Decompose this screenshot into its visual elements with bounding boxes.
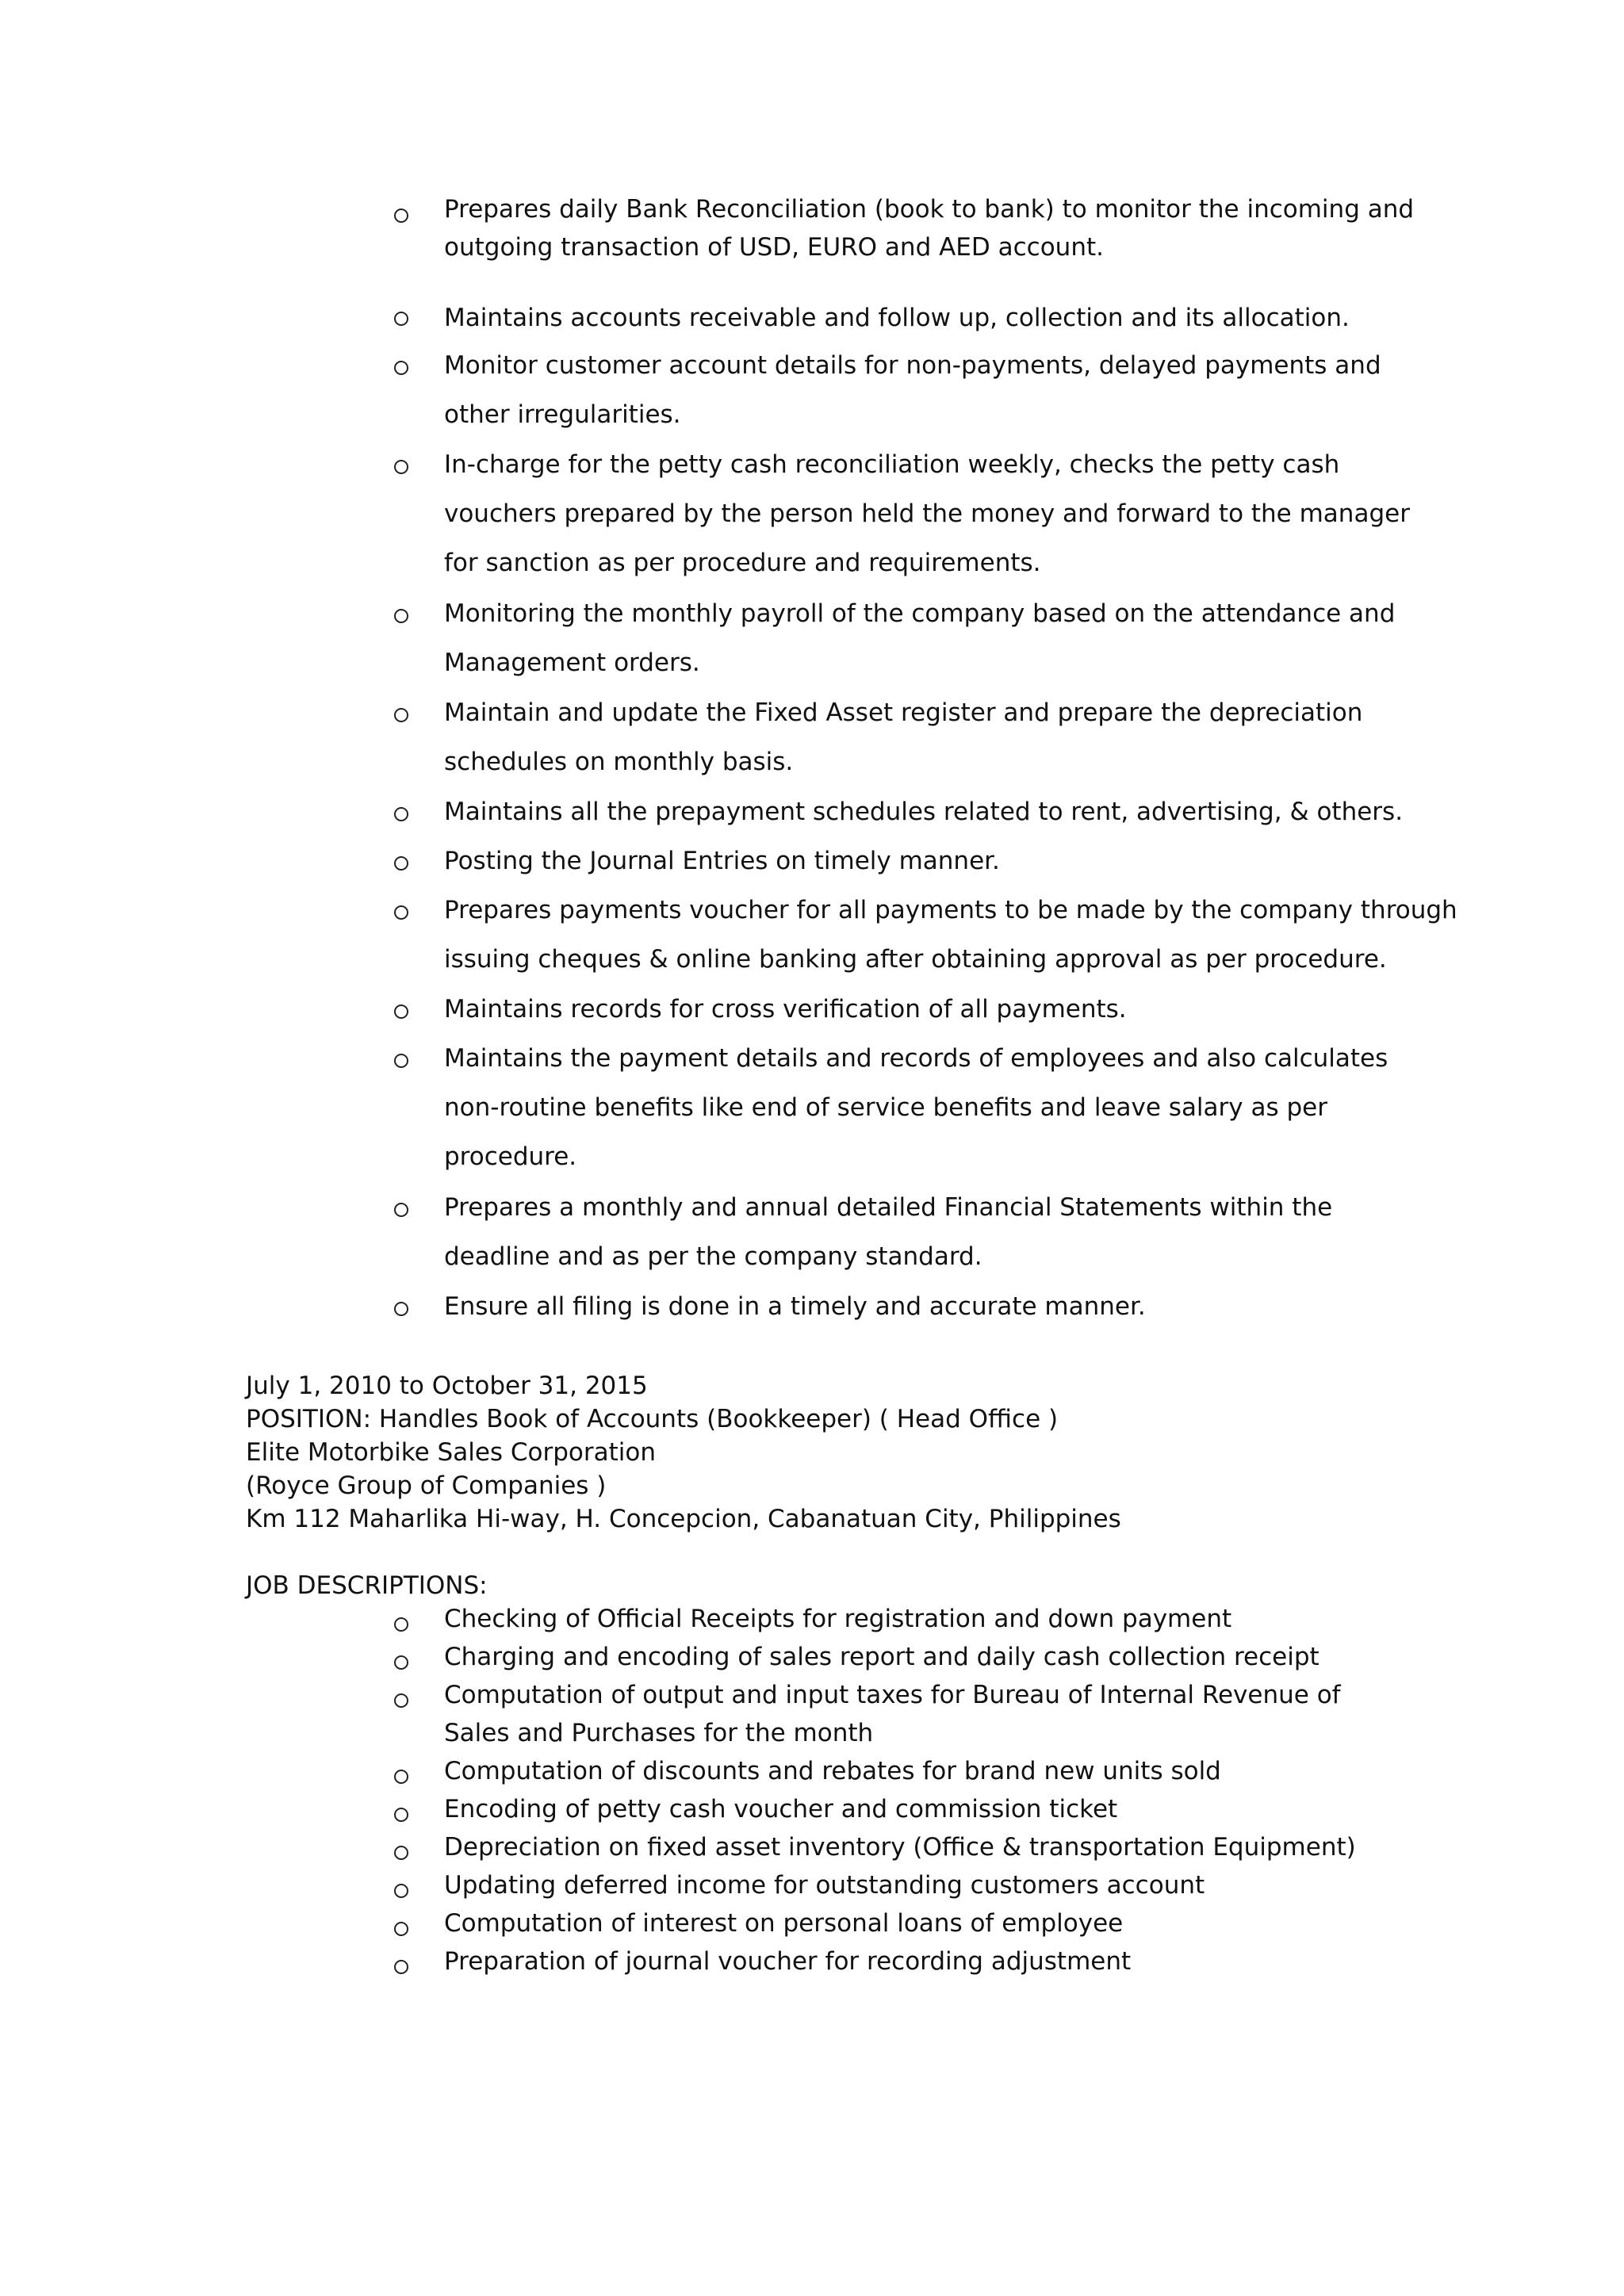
- company-name: Elite Motorbike Sales Corporation: [246, 1438, 657, 1467]
- list-item: [444, 1282, 1396, 1331]
- list-item-line: Computation of interest on personal loans of employee: [444, 1909, 1124, 1938]
- job-descriptions-heading: JOB DESCRIPTIONS:: [246, 1571, 488, 1600]
- bullet-icon: [394, 708, 413, 727]
- list-item-line: Monitoring the monthly payroll of the company based on the attendance and: [444, 599, 1396, 628]
- list-item-line: Charging and encoding of sales report and daily cash collection receipt: [444, 1643, 1320, 1671]
- list-item-line: deadline and as per the company standard.: [444, 1242, 982, 1271]
- list-item-line: Depreciation on fixed asset inventory (Office & transportation Equipment): [444, 1833, 1356, 1862]
- bullet-icon: [394, 1770, 413, 1789]
- list-item-line: procedure.: [444, 1142, 577, 1171]
- list-item-line: Preparation of journal voucher for recording adjustment: [444, 1947, 1132, 1976]
- bullet-icon: [394, 609, 413, 628]
- list-item-line: Maintains accounts receivable and follow up, collection and its allocation.: [444, 304, 1350, 332]
- bullet-icon: [394, 460, 413, 479]
- bullet-icon: [394, 905, 413, 924]
- list-item: [444, 787, 1404, 836]
- list-item: [444, 1638, 1396, 1676]
- bullet-icon: [394, 209, 413, 228]
- list-item-line: Prepares a monthly and annual detailed Financial Statements within the: [444, 1193, 1333, 1222]
- list-item-line: issuing cheques & online banking after obtaining approval as per procedure.: [444, 945, 1387, 974]
- bullet-icon: [394, 1884, 413, 1903]
- list-item-line: Maintains records for cross verification of all payments.: [444, 995, 1127, 1024]
- bullet-icon: [394, 1302, 413, 1321]
- list-item-line: schedules on monthly basis.: [444, 748, 794, 776]
- list-item: [444, 1790, 1396, 1828]
- list-item-line: Encoding of petty cash voucher and commission ticket: [444, 1795, 1118, 1823]
- list-item: [444, 985, 1396, 1034]
- list-item: [444, 1183, 1396, 1281]
- list-item: [444, 1904, 1396, 1942]
- list-item-line: Computation of output and input taxes for Bureau of Internal Revenue of: [444, 1681, 1341, 1709]
- list-item: [444, 440, 1410, 587]
- list-item-line: vouchers prepared by the person held the money and forward to the manager: [444, 499, 1410, 528]
- list-item-line: Prepares daily Bank Reconciliation (book to bank) to monitor the incoming and: [444, 195, 1415, 224]
- list-item: [444, 886, 1457, 984]
- list-item: [444, 1034, 1396, 1181]
- list-item-line: Computation of discounts and rebates for brand new units sold: [444, 1757, 1221, 1785]
- bullet-icon: [394, 1922, 413, 1941]
- bullet-icon: [394, 1054, 413, 1073]
- list-item: [444, 190, 1415, 266]
- employment-dates: July 1, 2010 to October 31, 2015: [246, 1372, 648, 1400]
- list-item: [444, 1828, 1396, 1866]
- list-item: [444, 836, 1396, 886]
- list-item-line: Prepares payments voucher for all payments to be made by the company through: [444, 896, 1457, 924]
- list-item: [444, 293, 1396, 342]
- bullet-icon: [394, 807, 413, 826]
- list-item-line: Maintains all the prepayment schedules related to rent, advertising, & others.: [444, 798, 1404, 826]
- list-item-line: In-charge for the petty cash reconciliation weekly, checks the petty cash: [444, 450, 1340, 479]
- list-item-line: Checking of Official Receipts for registration and down payment: [444, 1605, 1232, 1633]
- list-item: [444, 341, 1396, 439]
- bullet-icon: [394, 1693, 413, 1712]
- bullet-icon: [394, 1617, 413, 1636]
- company-address: Km 112 Maharlika Hi-way, H. Concepcion, Cabanatuan City, Philippines: [246, 1505, 1121, 1533]
- list-item: [444, 589, 1396, 687]
- list-item: [444, 688, 1396, 786]
- bullet-icon: [394, 1808, 413, 1827]
- list-item-line: Posting the Journal Entries on timely manner.: [444, 847, 1000, 875]
- list-item-line: Ensure all filing is done in a timely and accurate manner.: [444, 1292, 1146, 1321]
- list-item-line: Maintain and update the Fixed Asset register and prepare the depreciation: [444, 698, 1363, 727]
- bullet-icon: [394, 1846, 413, 1865]
- list-item-line: Management orders.: [444, 649, 700, 677]
- bullet-icon: [394, 361, 413, 380]
- list-item-line: Sales and Purchases for the month: [444, 1719, 874, 1747]
- list-item-line: Monitor customer account details for non-payments, delayed payments and: [444, 351, 1381, 380]
- list-item-line: other irregularities.: [444, 400, 681, 429]
- bullet-icon: [394, 1004, 413, 1024]
- bullet-icon: [394, 856, 413, 875]
- list-item-line: for sanction as per procedure and requirements.: [444, 549, 1041, 577]
- list-item-line: Maintains the payment details and records of employees and also calculates: [444, 1044, 1388, 1073]
- list-item: [444, 1600, 1396, 1638]
- list-item-line: Updating deferred income for outstanding customers account: [444, 1871, 1205, 1900]
- list-item: [444, 1942, 1396, 1980]
- bullet-icon: [394, 312, 413, 331]
- list-item: [444, 1866, 1396, 1904]
- list-item-line: outgoing transaction of USD, EURO and AED account.: [444, 233, 1104, 262]
- bullet-icon: [394, 1203, 413, 1222]
- bullet-icon: [394, 1960, 413, 1979]
- bullet-icon: [394, 1655, 413, 1674]
- position-title: POSITION: Handles Book of Accounts (Bookkeeper) ( Head Office ): [246, 1405, 1059, 1433]
- list-item-line: non-routine benefits like end of service benefits and leave salary as per: [444, 1093, 1327, 1122]
- list-item: [444, 1752, 1396, 1790]
- list-item: [444, 1676, 1396, 1752]
- company-group: (Royce Group of Companies ): [246, 1471, 607, 1500]
